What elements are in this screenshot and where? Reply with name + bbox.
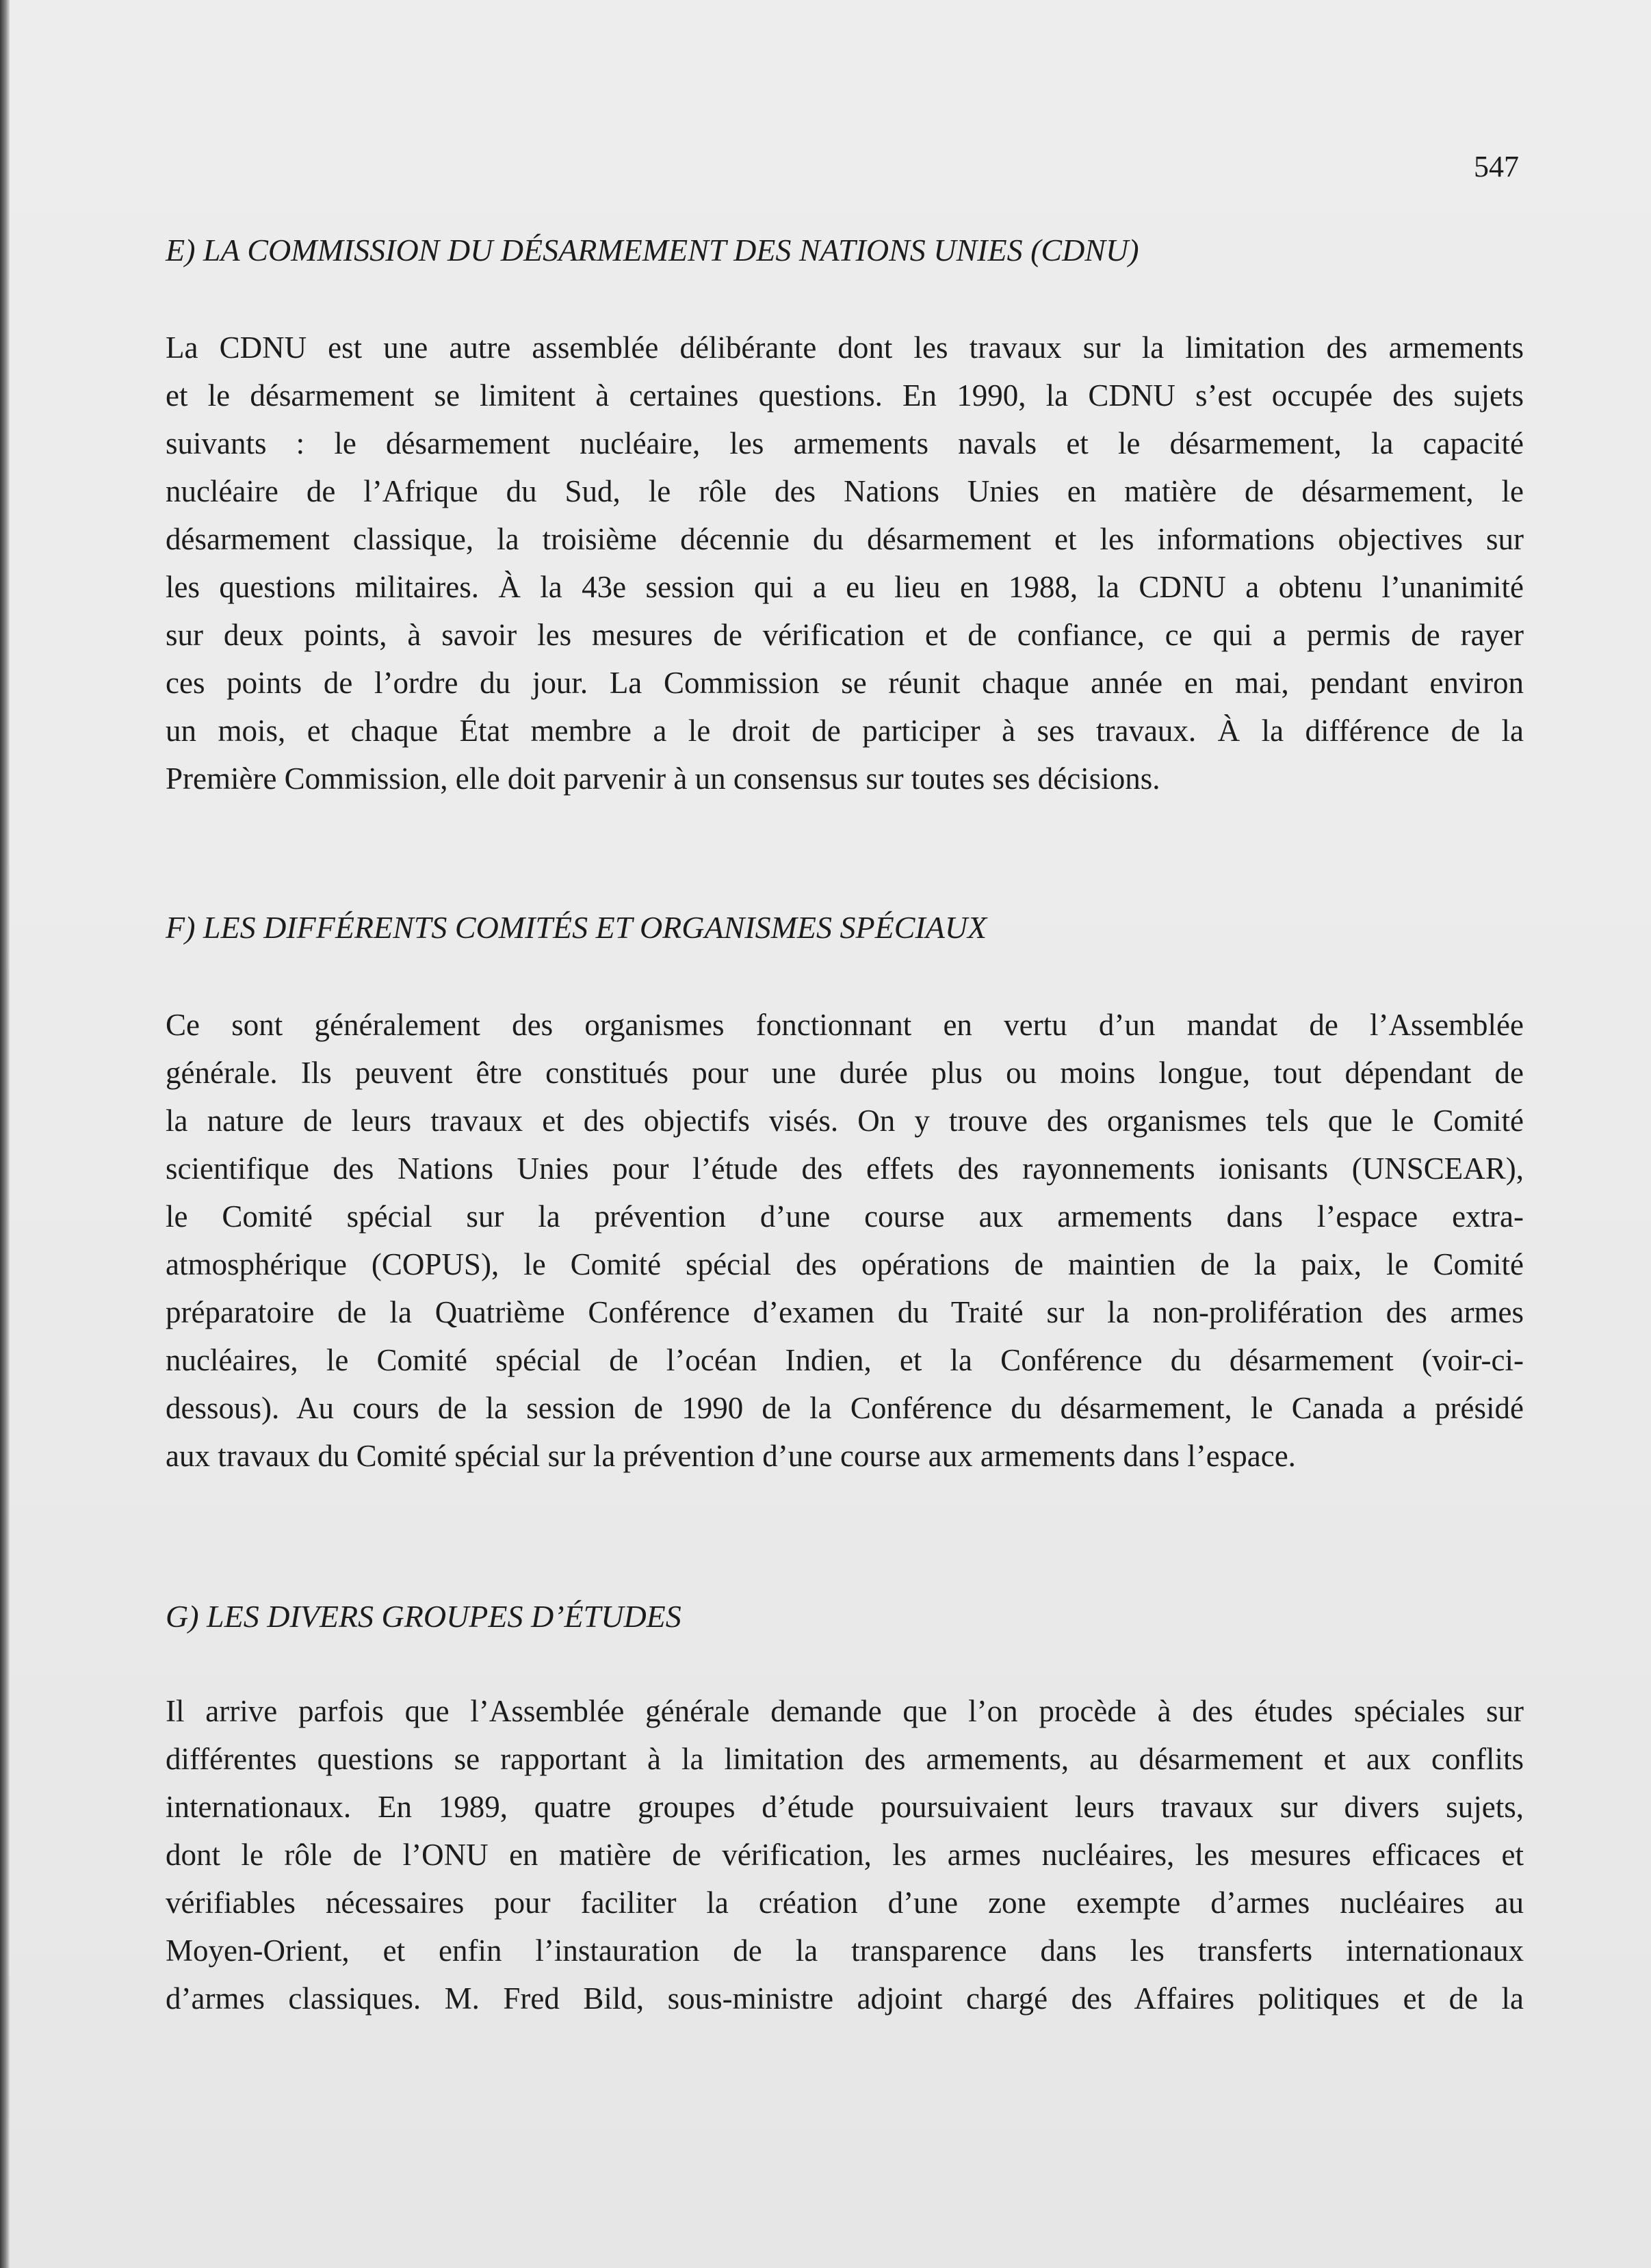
scan-binding-edge [0, 0, 10, 2268]
paragraph-line: différentes questions se rapportant à la limitation des armements, au désarmement et aux conflits [166, 1742, 1524, 1776]
section-heading-groupes: G) LES DIVERS GROUPES D’ÉTUDES [166, 1599, 681, 1634]
section-paragraph-comites [166, 1001, 1524, 1480]
paragraph-line: Première Commission, elle doit parvenir à un consensus sur toutes ses décisions. [166, 761, 1160, 796]
paragraph-line: les questions militaires. À la 43e session qui a eu lieu en 1988, la CDNU a obtenu l’unanimité [166, 570, 1524, 604]
section-paragraph-groupes [166, 1687, 1524, 2022]
document-page [10, 0, 1651, 2268]
paragraph-line: et le désarmement se limitent à certaines questions. En 1990, la CDNU s’est occupée des sujets [166, 378, 1524, 413]
paragraph-line: désarmement classique, la troisième décennie du désarmement et les informations objectives sur [166, 522, 1524, 556]
paragraph-line: vérifiables nécessaires pour faciliter la création d’une zone exempte d’armes nucléaires au [166, 1886, 1524, 1920]
paragraph-line: un mois, et chaque État membre a le droit de participer à ses travaux. À la différence de la [166, 714, 1524, 748]
paragraph-line: Ce sont généralement des organismes fonctionnant en vertu d’un mandat de l’Assemblée [166, 1008, 1524, 1042]
paragraph-line: nucléaires, le Comité spécial de l’océan Indien, et la Conférence du désarmement (voir-ci- [166, 1343, 1524, 1377]
paragraph-line: suivants : le désarmement nucléaire, les armements navals et le désarmement, la capacité [166, 426, 1524, 460]
paragraph-line: aux travaux du Comité spécial sur la prévention d’une course aux armements dans l’espace. [166, 1439, 1296, 1473]
paragraph-line: Moyen-Orient, et enfin l’instauration de la transparence dans les transferts internationaux [166, 1933, 1524, 1968]
paragraph-line: Il arrive parfois que l’Assemblée générale demande que l’on procède à des études spéciales sur [166, 1694, 1524, 1728]
section-heading-comites: F) LES DIFFÉRENTS COMITÉS ET ORGANISMES SPÉCIAUX [166, 910, 987, 945]
paragraph-line: atmosphérique (COPUS), le Comité spécial des opérations de maintien de la paix, le Comité [166, 1247, 1524, 1281]
paragraph-line: scientifique des Nations Unies pour l’étude des effets des rayonnements ionisants (UNSCEAR), [166, 1151, 1524, 1186]
page-number: 547 [1474, 150, 1519, 183]
paragraph-line: le Comité spécial sur la prévention d’une course aux armements dans l’espace extra- [166, 1199, 1524, 1234]
paragraph-line: La CDNU est une autre assemblée délibérante dont les travaux sur la limitation des armements [166, 330, 1524, 365]
section-heading-cdnu: E) LA COMMISSION DU DÉSARMEMENT DES NATIONS UNIES (CDNU) [166, 233, 1139, 268]
paragraph-line: sur deux points, à savoir les mesures de vérification et de confiance, ce qui a permis de rayer [166, 618, 1524, 652]
paragraph-line: la nature de leurs travaux et des objectifs visés. On y trouve des organismes tels que le Comité [166, 1104, 1524, 1138]
paragraph-line: d’armes classiques. M. Fred Bild, sous-ministre adjoint chargé des Affaires politiques et de la [166, 1981, 1524, 2016]
paragraph-line: internationaux. En 1989, quatre groupes d’étude poursuivaient leurs travaux sur divers sujets, [166, 1790, 1524, 1824]
paragraph-line: ces points de l’ordre du jour. La Commission se réunit chaque année en mai, pendant environ [166, 666, 1524, 700]
paragraph-line: préparatoire de la Quatrième Conférence d’examen du Traité sur la non-prolifération des armes [166, 1295, 1524, 1329]
paragraph-line: dont le rôle de l’ONU en matière de vérification, les armes nucléaires, les mesures efficaces et [166, 1838, 1524, 1872]
paragraph-line: nucléaire de l’Afrique du Sud, le rôle des Nations Unies en matière de désarmement, le [166, 474, 1524, 508]
section-paragraph-cdnu [166, 324, 1524, 803]
paragraph-line: générale. Ils peuvent être constitués pour une durée plus ou moins longue, tout dépendant de [166, 1056, 1524, 1090]
paragraph-line: dessous). Au cours de la session de 1990 de la Conférence du désarmement, le Canada a présidé [166, 1391, 1524, 1425]
